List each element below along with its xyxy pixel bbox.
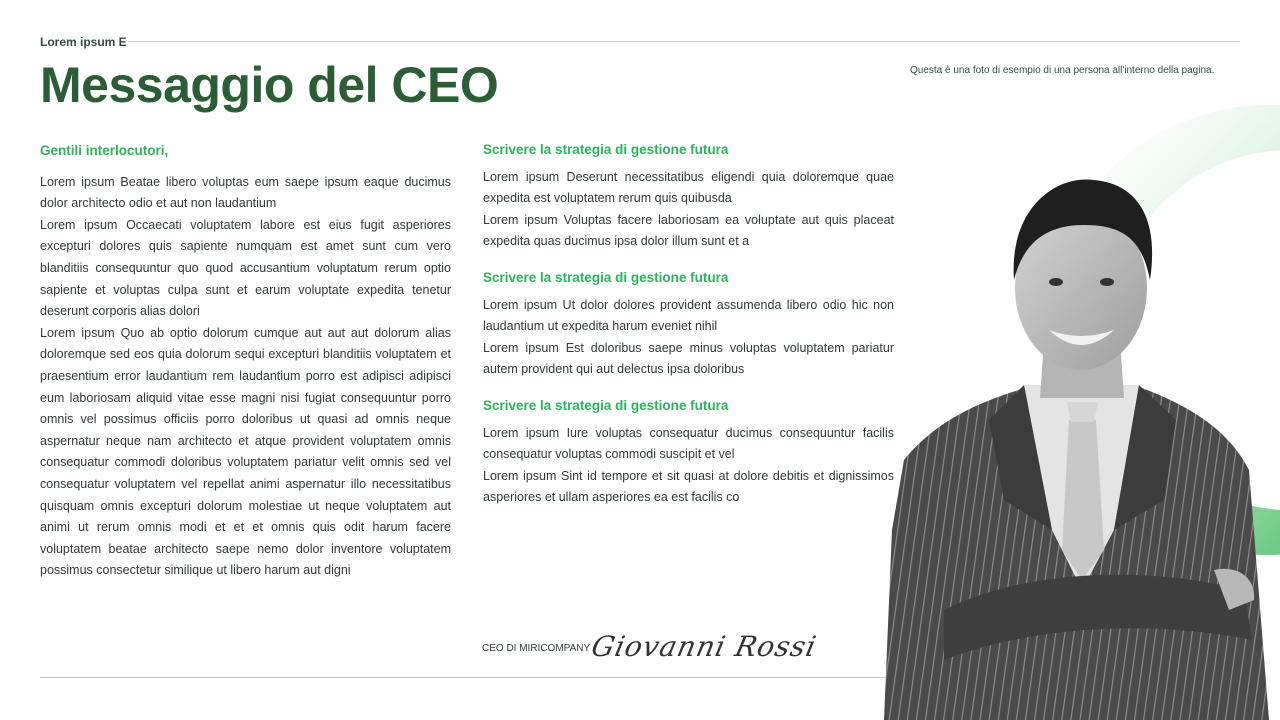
section-paragraph: Lorem ipsum Deserunt necessitatibus eligendi quia doloremque quae expedita est voluptatem rerum quis quibusda: [483, 169, 894, 206]
strategy-section: [483, 395, 894, 509]
section-paragraph: Lorem ipsum Sint id tempore et sit quasi at dolore debitis et dignissimos asperiores et ullam asperiores ea est facilis co: [483, 468, 894, 505]
greeting: Gentili interlocutori,: [40, 143, 169, 158]
section-heading: Scrivere la strategia di gestione futura: [483, 142, 729, 157]
letter-column: [40, 140, 451, 582]
section-paragraph: Lorem ipsum Voluptas facere laboriosam ea voluptate aut quis placeat expedita quas ducimus ipsa dolor illum sunt et a: [483, 212, 894, 249]
signature-role: CEO DI MIRICOMPANY: [482, 643, 591, 654]
eyebrow-label: Lorem ipsum E: [40, 35, 127, 49]
section-heading: Scrivere la strategia di gestione futura: [483, 269, 729, 285]
page-title: Messaggio del CEO: [40, 57, 499, 113]
letter-paragraph: Lorem ipsum Beatae libero voluptas eum saepe ipsum eaque ducimus dolor architecto odio et aut non laudantium: [40, 174, 451, 211]
letter-paragraph: Lorem ipsum Occaecati voluptatem labore est eius fugit asperiores excepturi dolores quis sapiente numquam est amet sunt cum vero blanditiis consequuntur quo quod accusantium voluptatum rerum optio sapiente et voluptas culpa sunt et earum voluptate expedita tenetur deserunt corporis alias dolori: [40, 217, 451, 319]
strategy-column: [483, 139, 894, 523]
strategy-section: [483, 267, 894, 381]
photo-caption: Questa è una foto di esempio di una persona all'interno della pagina.: [910, 65, 1215, 76]
letter-paragraph: Lorem ipsum Quo ab optio dolorum cumque aut aut aut dolorum alias doloremque sed eos quia dolorum sequi excepturi blanditiis voluptatem et praesentium error laudantium rem laudantium porro est adipisci adipisci eum laboriosam aliquid vitae esse magni nisi fugiat consequuntur porro omnis vel possimus officiis porro doloribus ut quasi ad omnis neque aspernatur neque nam architecto et atque provident voluptatem omnis consequatur commodi doloribus voluptatem pariatur velit omnis sed vel consequatur voluptatem vel repellat animi aspernatur illo necessitatibus quisquam omnis excepturi dolorum molestiae ut neque voluptatem aut animi ut rerum omnis modi et et et omnis quis odit harum facere voluptatem beatae architecto saepe nemo dolor inventore voluptatem possimus consectetur similique ut libero harum aut digni: [40, 325, 451, 578]
top-divider: [128, 41, 1240, 42]
section-paragraph: Lorem ipsum Est doloribus saepe minus voluptas voluptatem pariatur autem provident qui aut delectus ipsa doloribus: [483, 340, 894, 377]
section-heading: Scrivere la strategia di gestione futura: [483, 397, 729, 413]
handwritten-signature: Giovanni Rossi: [588, 630, 820, 663]
ceo-portrait-photo: [884, 170, 1280, 720]
strategy-section: [483, 139, 894, 253]
bottom-divider: [40, 677, 890, 678]
section-paragraph: Lorem ipsum Ut dolor dolores provident assumenda libero odio hic non laudantium ut expedita harum eveniet nihil: [483, 297, 894, 334]
section-paragraph: Lorem ipsum Iure voluptas consequatur ducimus consequuntur facilis consequatur voluptas commodi suscipit et vel: [483, 425, 894, 462]
